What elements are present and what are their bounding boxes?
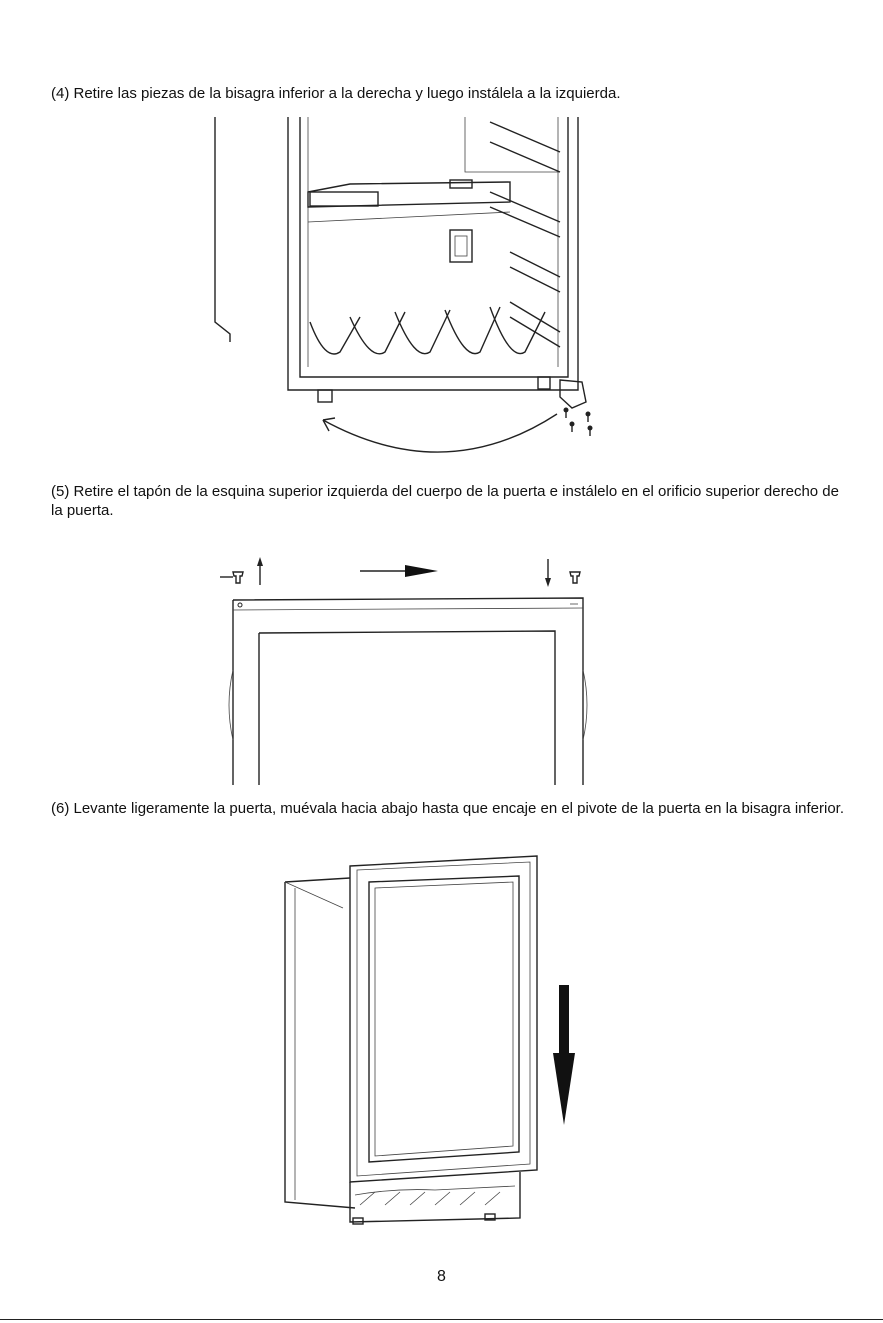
step-6-instruction: (6) Levante ligeramente la puerta, muévala hacia abajo hasta que encaje en el pivote de la puerta en la bisagra inferior. bbox=[51, 800, 845, 817]
door-plug-transfer-illustration bbox=[215, 555, 605, 785]
arrow-right-icon bbox=[360, 563, 440, 579]
step-5-instruction: (5) Retire el tapón de la esquina superior izquierda del cuerpo de la puerta e instálelo en el orificio superior derecho de la puerta. bbox=[51, 483, 839, 519]
curved-arrow-left-icon bbox=[305, 402, 565, 467]
footer-divider bbox=[0, 1319, 883, 1320]
page-number: 8 bbox=[437, 1268, 446, 1285]
hinge-removal-illustration bbox=[200, 112, 620, 472]
door-lower-onto-hinge-illustration bbox=[275, 850, 595, 1230]
step-4-instruction: (4) Retire las piezas de la bisagra inferior a la derecha y luego instálela a la izquierda. bbox=[51, 85, 621, 102]
arrow-down-icon bbox=[553, 985, 575, 1125]
